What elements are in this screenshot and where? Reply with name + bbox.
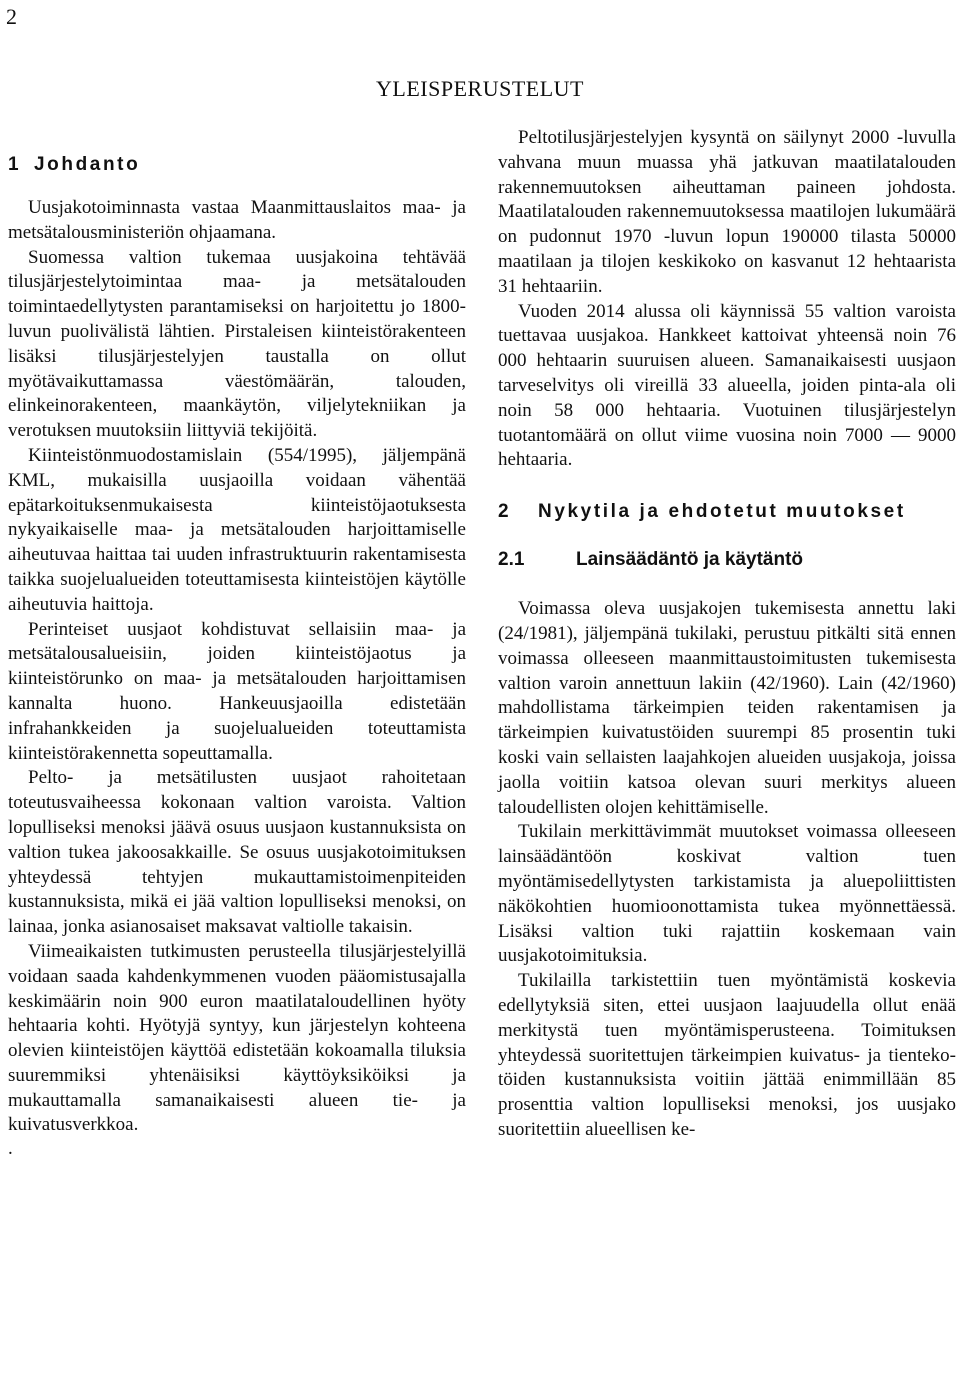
page-number: 2: [6, 4, 17, 29]
left-column: [8, 126, 466, 1160]
right-column: [498, 126, 956, 1143]
paragraph: Perinteiset uusjaot kohdistuvat sellaisiin maa- ja metsätalousalueisiin, joiden kiinteistöjaotus ja kiinteistörunko on maa- ja metsätalouden harjoittamisen kannalta huono. Hankeuusjaoilla edistetään infrahankkeiden ja suojelualueiden toteuttamista kiinteistörakennetta sopeuttamalla.: [8, 618, 466, 764]
paragraph: Tukilain merkittävimmät muutokset voimassa olleeseen lainsäädäntöön koskivat valtion tuen myöntämisedellytysten tarkistamista ja aluepoliittisten näkökohtien huomioonottamista tukea myönnettäessä. Lisäksi valtion tuki rajattiin koskemaan vain uusjakotoimituksia.: [498, 821, 956, 967]
section-number: 1: [8, 154, 19, 175]
paragraph: Tukilailla tarkistettiin tuen myöntämistä koskevia edellytyksiä siten, ettei uusjaon laajuudella ollut enää merkitystä tuen myöntämisperusteena. Toimituksen yhteydessä suoritettujen tärkeimpien kuivatus- ja tientekotöiden kustannuksista voitiin jättää enimmillään 85 prosenttia valtion lopulliseksi menoksi, jos uusjako suoritettiin alueellisen ke-: [498, 970, 956, 1140]
paragraph: Vuoden 2014 alussa oli käynnissä 55 valtion varoista tuettavaa uusjakoa. Hankkeet kattoivat yhteensä noin 76 000 hehtaarin suuruisen alueen. Samanaikaisesti uusjaon tarveselvitys oli vireillä 33 alueella, joiden pinta-ala oli noin 58 000 hehtaaria. Vuotuinen tilusjärjestelyn tuotantomäärä on ollut viime vuosina noin 7000 — 9000 hehtaaria.: [498, 300, 956, 471]
paragraph: Voimassa oleva uusjakojen tukemisesta annettu laki (24/1981), jäljempänä tukilaki, perustuu pitkälti sitä ennen voimassa olleeseen maanmittaustoimitusten tukemisesta valtion varoin annettuun lakiin (42/1960). Lain (42/1960) mahdollistama tärkeimpien teiden rakentamisen ja tärkeimpien kuivatustöiden suurempi 85 prosentin tuki koski vain sellaisten laajahkojen alueiden uusjakoja, joissa jaolla voitiin katsoa olevan suuri merkitys alueen taloudellisten olojen kehittämiselle.: [498, 598, 956, 818]
subsection-number: 2.1: [498, 549, 525, 571]
document-main-title: YLEISPERUSTELUT: [376, 76, 584, 101]
paragraph: Pelto- ja metsätilusten uusjaot rahoitetaan toteutusvaiheessa kokonaan valtion varoista. Valtion lopulliseksi menoksi jäävä osuus uusjaon kustannuksista on valtion tukea jakoosakkaille. Se osuus uusjakotoimituksen yhteydessä tehtyjen mukauttamistoimenpiteiden kustannuksista, mikä ei jää valtion lopulliseksi menoksi, on lainaa, jonka asianosaiset maksavat valtiolle takaisin.: [8, 767, 466, 938]
section-title: Nykytila ja ehdotetut muutokset: [538, 501, 906, 523]
section-heading-nykytila: [498, 499, 956, 525]
paragraph: Viimeaikaisten tutkimusten perusteella tilusjärjestelyillä voidaan saada kahdenkymmenen vuoden pääomistusajalla keskimäärin noin 900 euron maatilataloudellinen hyöty hehtaaria kohti. Hyötyjä syntyy, kun järjestelyn kohteena olevien kiinteistöjen käyttöä edistetään kokoamalla tiluksia suuremmiksi yhtenäisiksi käyttöyksiköiksi ja mukauttamalla samanaikaisesti alueen tie- ja kuivatusverkkoa.: [8, 940, 466, 1136]
subsection-heading-lainsaadanto: [498, 547, 956, 573]
section-number: 2: [498, 501, 509, 523]
trailing-dot: .: [8, 1138, 13, 1160]
section-title: Johdanto: [34, 154, 141, 175]
paragraph: Kiinteistönmuodostamislain (554/1995), jäljempänä KML, mukaisilla uusjaoilla voidaan vähentää epätarkoituksenmukaisesta kiinteistöjaotuksesta nykyaikaiselle maa- ja metsätalouden harjoittamiselle aiheutuvaa haittaa tai uuden infrastruktuurin rakentamisesta taikka suojelualueiden toteuttamisesta kiinteistöjen käytölle aiheutuvia haittoja.: [8, 444, 466, 615]
paragraph: Peltotilusjärjestelyjen kysyntä on säilynyt 2000 -luvulla vahvana muun muassa yhä jatkuvan maatilatalouden rakennemuutoksen aiheuttaman paineen johdosta. Maatilatalouden rakennemuutoksessa maatilojen lukumäärä on pudonnut 1970 -luvun lopun 190000 tilasta 50000 maatilaan ja tilojen keskikoko on kasvanut 12 hehtaarista 31 hehtaariin.: [498, 127, 956, 297]
paragraph: Suomessa valtion tukemaa uusjakoina tehtävää tilusjärjestelytoimintaa maa- ja metsätalouden toimintaedellytysten parantamiseksi on harjoitettu jo 1800-luvun puolivälistä lähtien. Pirstaleisen kiinteistörakenteen lisäksi tilusjärjestelyjen taustalla on ollut myötävaikuttamassa väestömäärän, talouden, elinkeinorakenteen, maankäytön, viljelytekniikan ja verotuksen muutoksiin liittyviä tekijöitä.: [8, 246, 466, 442]
section-heading-johdanto: [8, 152, 466, 178]
subsection-title: Lainsäädäntö ja käytäntö: [576, 549, 804, 571]
paragraph: Uusjakotoiminnasta vastaa Maanmittauslaitos maa- ja metsätalousministeriön ohjaamana.: [8, 197, 466, 243]
